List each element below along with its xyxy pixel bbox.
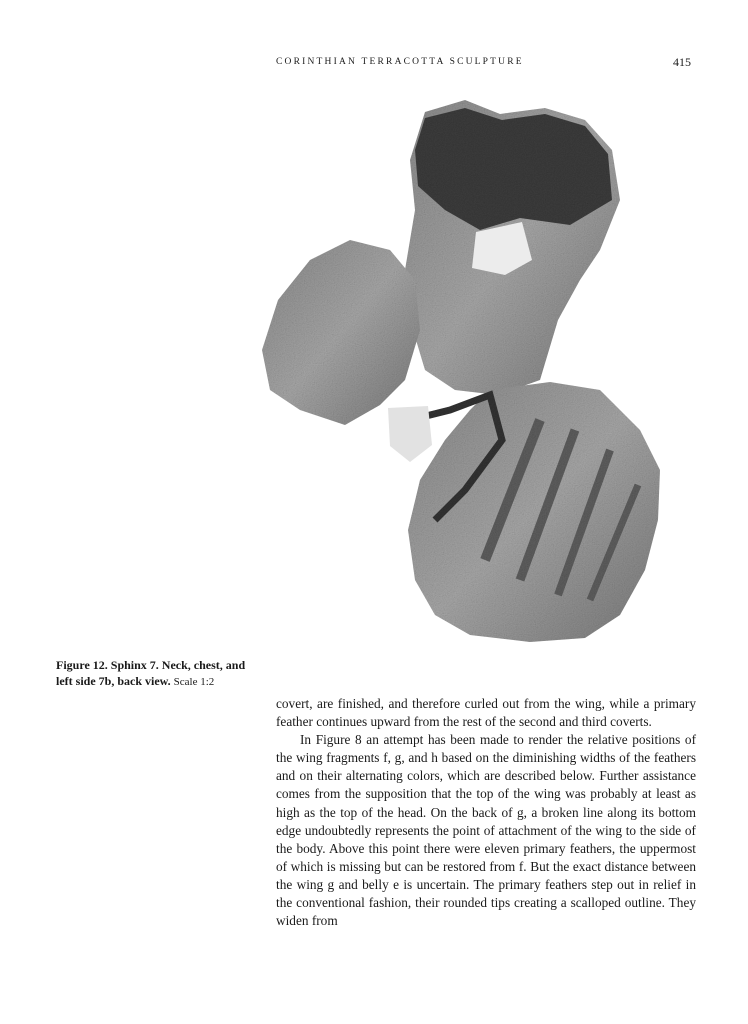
paragraph-1: covert, are finished, and therefore curled out from the wing, while a primary feather continues upward from the rest of the second and third coverts. [276, 696, 696, 730]
page-number: 415 [673, 55, 691, 69]
figure-caption-text: Figure 12. Sphinx 7. Neck, chest, and left side 7b, back view. [56, 658, 246, 688]
figure-caption [56, 657, 256, 690]
sphinx-fragment-photo [240, 90, 700, 650]
running-head: CORINTHIAN TERRACOTTA SCULPTURE [276, 57, 524, 67]
body-text [276, 695, 696, 930]
paragraph-2: In Figure 8 an attempt has been made to render the relative positions of the wing fragments f, g, and h based on the diminishing widths of the feathers and on their alternating colors, which are described below. Further assistance comes from the supposition that the top of the wing was probably at least as high as the top of the head. On the back of g, a broken line along its bottom edge undoubtedly represents the point of attachment of the wing to the side of the body. Above this point there were eleven primary feathers, the uppermost of which is missing but can be restored from f. But the exact distance between the wing g and belly e is uncertain. The primary feathers step out in relief in the conventional fashion, their rounded tips creating a scalloped outline. They widen from [276, 732, 696, 929]
figure-scale: Scale 1:2 [173, 676, 215, 688]
